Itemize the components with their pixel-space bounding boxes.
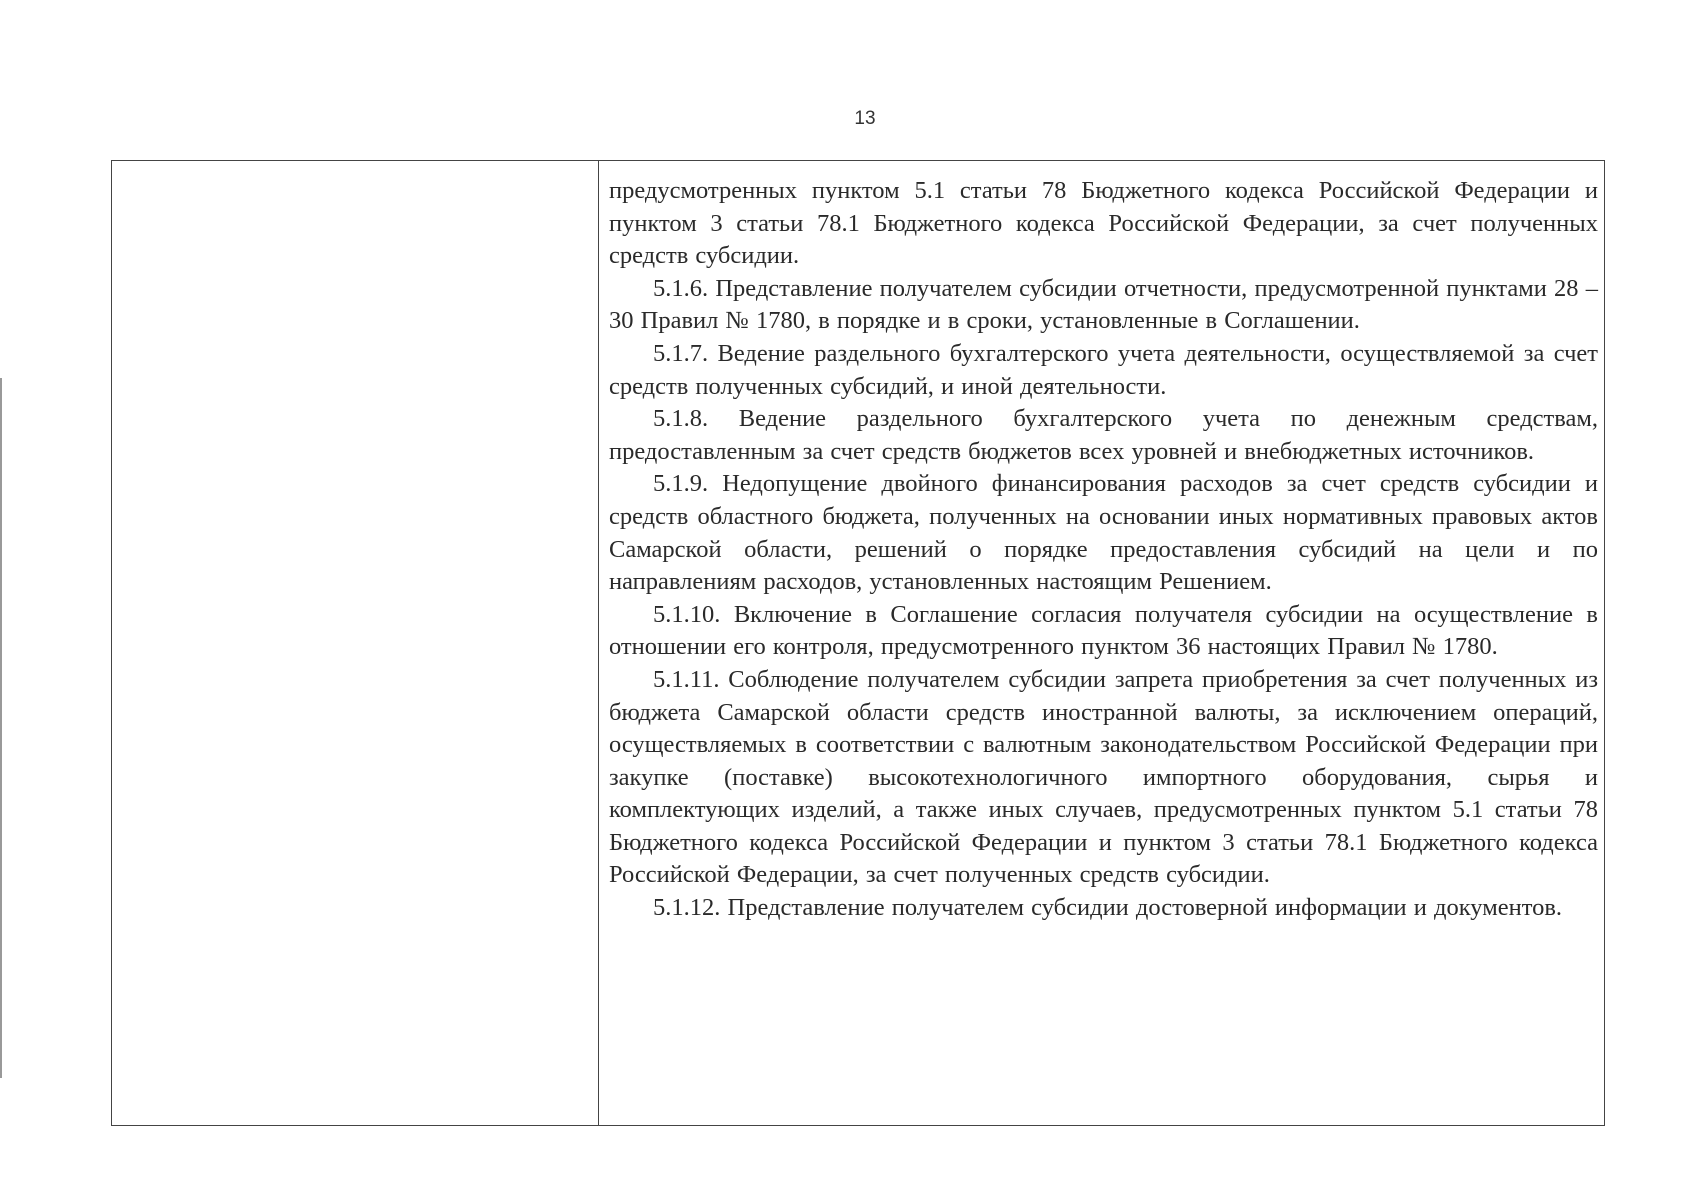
paragraph-5-1-9: 5.1.9. Недопущение двойного финансирования расходов за счет средств субсидии и средств областного бюджета, полученных на основании иных нормативных правовых актов Самарской области, решений о порядке предоставления субсидий на цели и по направлениям расходов, установленных настоящим Решением. xyxy=(609,470,1598,596)
paragraph-continuation: предусмотренных пунктом 5.1 статьи 78 Бюджетного кодекса Российской Федерации и пунктом 3 статьи 78.1 Бюджетного кодекса Российской Федерации, за счет полученных средств субсидии. xyxy=(609,177,1598,270)
paragraph-5-1-10: 5.1.10. Включение в Соглашение согласия получателя субсидии на осуществление в отношении его контроля, предусмотренного пунктом 36 настоящих Правил № 1780. xyxy=(609,600,1598,661)
scan-edge-mark xyxy=(0,378,2,1078)
table-left-cell xyxy=(112,161,599,1125)
paragraph-5-1-8: 5.1.8. Ведение раздельного бухгалтерского учета по денежным средствам, предоставленным за счет средств бюджетов всех уровней и внебюджетных источников. xyxy=(609,405,1598,465)
page-number: 13 xyxy=(854,108,876,129)
table-right-cell xyxy=(599,161,1604,1125)
paragraph-5-1-7: 5.1.7. Ведение раздельного бухгалтерского учета деятельности, осуществляемой за счет средств полученных субсидий, и иной деятельности. xyxy=(609,339,1598,400)
paragraph-5-1-12: 5.1.12. Представление получателем субсидии достоверной информации и документов. xyxy=(653,894,1563,922)
document-table xyxy=(111,160,1605,1126)
paragraph-5-1-6: 5.1.6. Представление получателем субсидии отчетности, предусмотренной пунктами 28 – 30 Правил № 1780, в порядке и в сроки, установленные в Соглашении. xyxy=(609,274,1598,335)
paragraph-5-1-11: 5.1.11. Соблюдение получателем субсидии запрета приобретения за счет полученных из бюджета Самарской области средств иностранной валюты, за исключением операций, осуществляемых в соответствии с валютным законодательством Российской Федерации при закупке (поставке) высокотехнологичного импортного оборудования, сырья и комплектующих изделий, а также иных случаев, предусмотренных пунктом 5.1 статьи 78 Бюджетного кодекса Российской Федерации и пунктом 3 статьи 78.1 Бюджетного кодекса Российской Федерации, за счет полученных средств субсидии. xyxy=(609,665,1598,889)
